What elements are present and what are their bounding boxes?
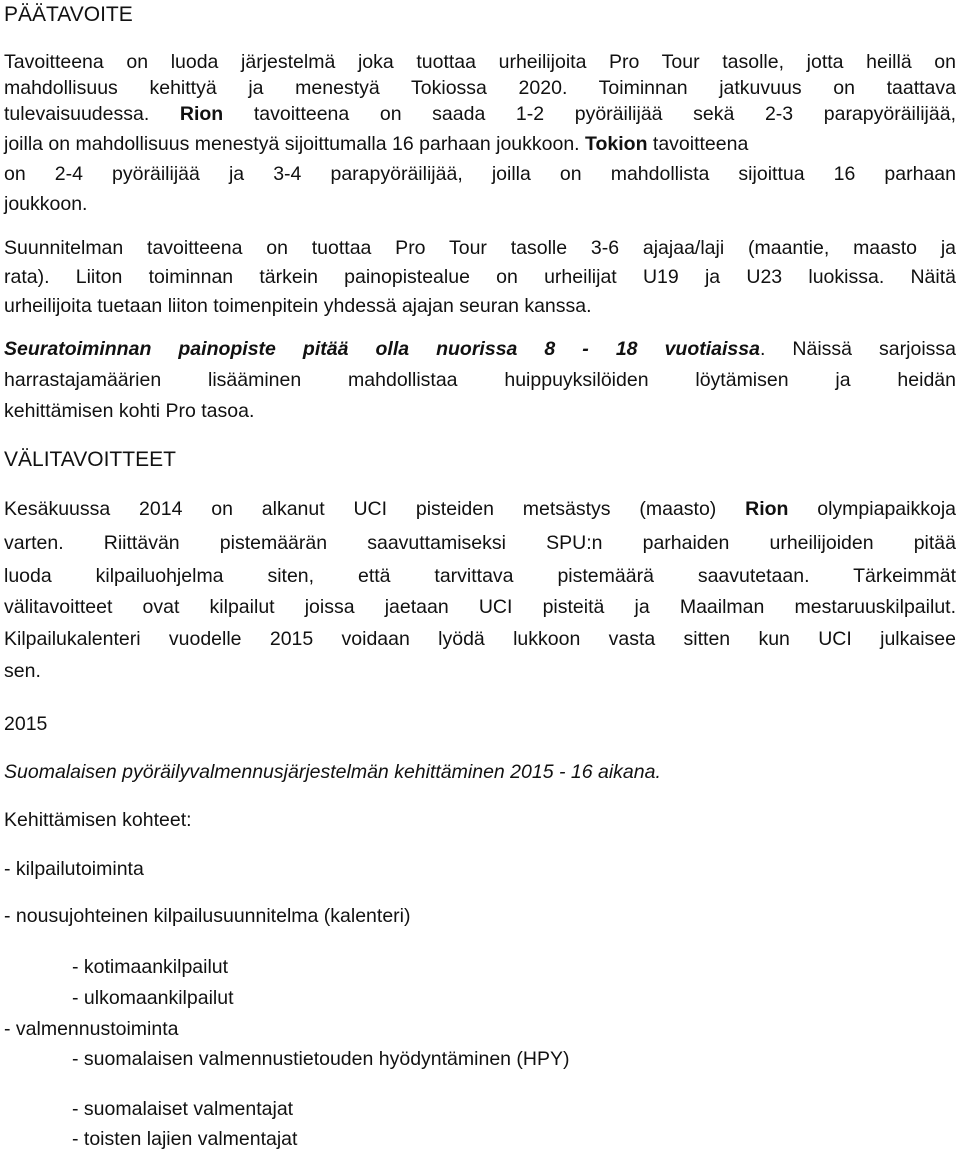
- paragraph-line: Tavoitteena on luoda järjestelmä joka tuottaa urheilijoita Pro Tour tasolle, jotta heillä on: [4, 51, 956, 73]
- paragraph-line: Suunnitelman tavoitteena on tuottaa Pro Tour tasolle 3-6 ajajaa/laji (maantie, maasto ja: [4, 237, 956, 259]
- list-item: - kilpailutoiminta: [4, 858, 144, 880]
- bold-text: Rion: [745, 498, 789, 520]
- paragraph-line: sen.: [4, 660, 41, 682]
- paragraph-line: urheilijoita tuetaan liiton toimenpitein yhdessä ajajan seuran kanssa.: [4, 295, 592, 317]
- bold-italic-text: Seuratoiminnan painopiste pitää olla nuorissa 8 - 18 vuotiaissa: [4, 338, 760, 360]
- paragraph-line: [4, 334, 956, 364]
- year-label: 2015: [4, 713, 48, 735]
- text-run: Kesäkuussa 2014 on alkanut UCI pisteiden metsästys (maasto): [4, 498, 746, 520]
- sub-list-item: - suomalaisen valmennustietouden hyödyntäminen (HPY): [72, 1048, 570, 1070]
- heading-paatavoite: PÄÄTAVOITE: [4, 3, 133, 26]
- paragraph-line: [4, 99, 956, 129]
- paragraph-line: mahdollisuus kehittyä ja menestyä Tokiossa 2020. Toiminnan jatkuvuus on taattava: [4, 77, 956, 99]
- list-item: - nousujohteinen kilpailusuunnitelma (kalenteri): [4, 905, 411, 927]
- paragraph-line: joukkoon.: [4, 193, 88, 215]
- paragraph-line: kehittämisen kohti Pro tasoa.: [4, 400, 255, 422]
- paragraph-line: välitavoitteet ovat kilpailut joissa jaetaan UCI pisteitä ja Maailman mestaruuskilpailut.: [4, 596, 956, 618]
- targets-label: Kehittämisen kohteet:: [4, 809, 192, 831]
- paragraph-line: on 2-4 pyöräilijää ja 3-4 parapyöräilijää, joilla on mahdollista sijoittua 16 parhaan: [4, 163, 956, 185]
- text-run: tulevaisuudessa.: [4, 103, 180, 125]
- subtitle: Suomalaisen pyöräilyvalmennusjärjestelmän kehittäminen 2015 - 16 aikana.: [4, 761, 661, 783]
- sub-list-item: - suomalaiset valmentajat: [72, 1098, 294, 1120]
- paragraph-line: varten. Riittävän pistemäärän saavuttamiseksi SPU:n parhaiden urheilijoiden pitää: [4, 532, 956, 554]
- bold-text: Tokion: [585, 133, 648, 155]
- paragraph-line: luoda kilpailuohjelma siten, että tarvittava pistemäärä saavutetaan. Tärkeimmät: [4, 565, 956, 587]
- sub-list-item: - kotimaankilpailut: [72, 956, 229, 978]
- sub-list-item: - toisten lajien valmentajat: [72, 1128, 298, 1150]
- text-run: joilla on mahdollisuus menestyä sijoittumalla 16 parhaan joukkoon.: [4, 133, 586, 155]
- paragraph-line: [4, 494, 956, 524]
- text-run: . Näissä sarjoissa: [759, 338, 956, 360]
- paragraph-line: rata). Liiton toiminnan tärkein painopistealue on urheilijat U19 ja U23 luokissa. Näitä: [4, 266, 956, 288]
- paragraph-line: Kilpailukalenteri vuodelle 2015 voidaan lyödä lukkoon vasta sitten kun UCI julkaisee: [4, 628, 956, 650]
- paragraph-line: [4, 129, 748, 159]
- paragraph-line: harrastajamäärien lisääminen mahdollistaa huippuyksilöiden löytämisen ja heidän: [4, 369, 956, 391]
- heading-valitavoitteet: VÄLITAVOITTEET: [4, 448, 176, 471]
- text-run: olympiapaikkoja: [788, 498, 956, 520]
- sub-list-item: - ulkomaankilpailut: [72, 987, 234, 1009]
- text-run: tavoitteena on saada 1-2 pyöräilijää sekä 2-3 parapyöräilijää,: [223, 103, 956, 125]
- bold-text: Rion: [179, 103, 224, 125]
- text-run: tavoitteena: [647, 133, 749, 155]
- list-item: - valmennustoiminta: [4, 1018, 179, 1040]
